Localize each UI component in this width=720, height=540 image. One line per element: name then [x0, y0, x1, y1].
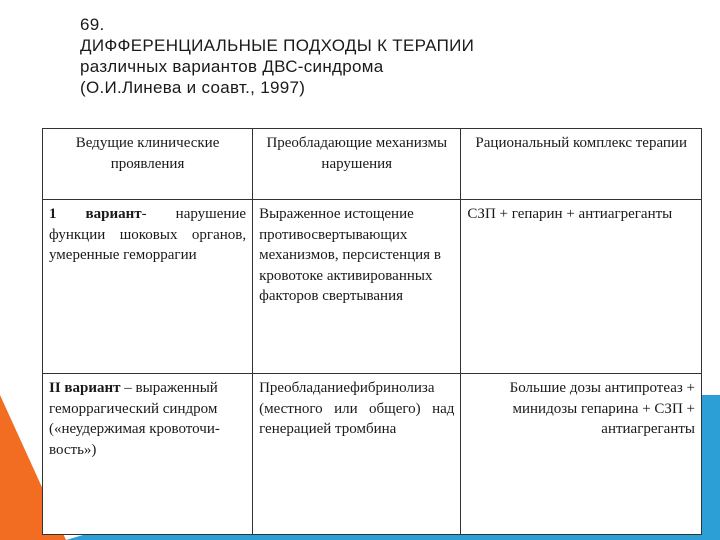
variant2-description: – выраженный геморрагический синдром («неудержимая кровоточи-вость») — [49, 380, 220, 458]
variant2-clinical — [43, 374, 253, 535]
variant1-therapy: СЗП + гепарин + антиагреганты — [461, 200, 702, 374]
header-therapy: Рациональный комплекс терапии — [461, 129, 702, 200]
variant2-label: II вариант — [49, 380, 121, 396]
variant1-label: 1 вариант — [49, 206, 142, 222]
therapy-table — [42, 128, 702, 535]
title-line-3: (О.И.Линева и соавт., 1997) — [80, 78, 306, 97]
table-header-row — [43, 129, 702, 200]
variant2-mechanism: Преобладаниефибринолиза (местного или общего) над генерацией тромбина — [253, 374, 461, 535]
slide-number: 69. — [80, 15, 105, 34]
table-row — [43, 200, 702, 374]
variant1-clinical — [43, 200, 253, 374]
variant2-therapy: Большие дозы антипротеаз + минидозы гепарина + СЗП + антиагреганты — [461, 374, 702, 535]
title-line-1: ДИФФЕРЕНЦИАЛЬНЫЕ ПОДХОДЫ К ТЕРАПИИ — [80, 36, 475, 55]
variant1-description: - нарушение функции шоковых органов, умеренные геморрагии — [49, 206, 247, 263]
title-line-2: различных вариантов ДВС-синдрома — [80, 57, 384, 76]
table-row — [43, 374, 702, 535]
variant1-mechanism: Выраженное истощение противосвертывающих механизмов, персистенция в кровотоке активированных факторов свертывания — [253, 200, 461, 374]
slide-title — [80, 14, 680, 98]
header-mechanisms: Преобладающие механизмы нарушения — [253, 129, 461, 200]
header-clinical: Ведущие клинические проявления — [43, 129, 253, 200]
